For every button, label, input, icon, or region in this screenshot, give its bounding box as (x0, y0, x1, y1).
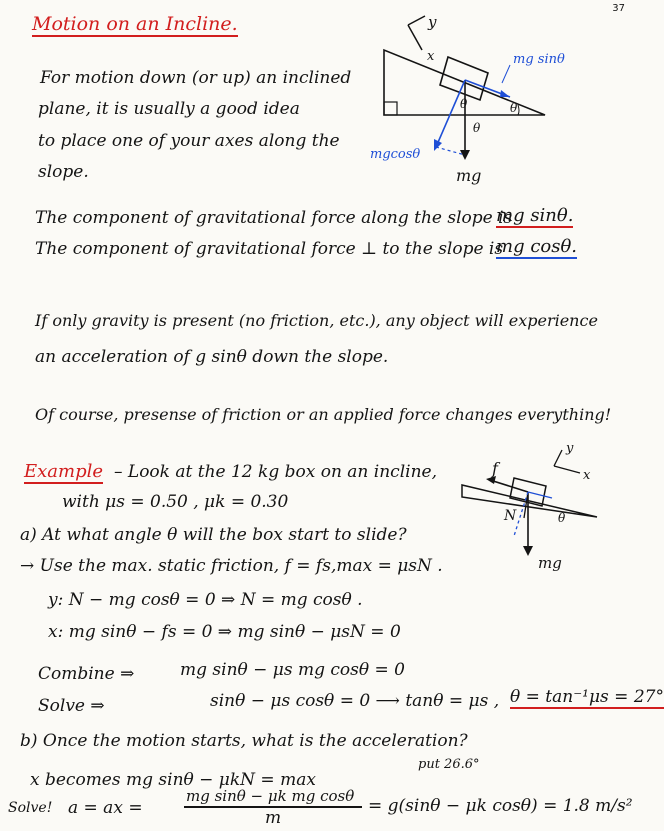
diagram2-N-label: N (504, 508, 517, 524)
gravity-line-1: If only gravity is present (no friction, etc.), any object will experience (35, 311, 598, 330)
diagram1-theta-base: θ (510, 101, 518, 115)
put-note: put 26.6° (418, 757, 480, 772)
diagram2-mg-label: mg (538, 554, 562, 572)
diagram2-theta: θ (558, 511, 566, 525)
solve-label: Solve ⇒ (38, 696, 105, 716)
combine-label: Combine ⇒ (38, 664, 135, 684)
page-number: 37 (612, 3, 625, 14)
solve2-label: Solve! (8, 800, 53, 816)
example-label: Example (24, 461, 104, 482)
diagram1-mgcos-label: mgcosθ (370, 147, 421, 162)
equation-y: y: N − mg cosθ = 0 ⇒ N = mg cosθ . (48, 590, 363, 610)
solve2-lhs: a = ax = (68, 798, 143, 818)
solve2-denominator: m (265, 808, 282, 828)
component-along-text: The component of gravitational force along the slope is (35, 208, 513, 228)
diagram1-theta-top: θ (460, 97, 468, 111)
diagram1-mgsin-label: mg sinθ (513, 52, 565, 67)
part-b-question: b) Once the motion starts, what is the acceleration? (20, 731, 468, 751)
gravity-line-2: an acceleration of g sinθ down the slope. (35, 347, 389, 367)
use-max-line: → Use the max. static friction, f = fs,max = μsN . (20, 556, 443, 576)
component-perp-value: mg cosθ. (496, 236, 578, 257)
intro-line-4: slope. (38, 162, 89, 182)
solve-equation: sinθ − μs cosθ = 0 ⟶ tanθ = μs , (210, 691, 500, 711)
x-becomes-line: x becomes mg sinθ − μkN = max (30, 770, 316, 790)
component-along-value: mg sinθ. (496, 205, 574, 226)
part-a-question: a) At what angle θ will the box start to slide? (20, 525, 407, 545)
combine-equation: mg sinθ − μs mg cosθ = 0 (180, 660, 405, 680)
diagram1-theta-mid: θ (473, 121, 481, 135)
equation-x: x: mg sinθ − fs = 0 ⇒ mg sinθ − μsN = 0 (48, 622, 401, 642)
incline-diagram-1 (370, 5, 620, 185)
solve-result: θ = tan⁻¹μs = 27° (510, 687, 664, 707)
intro-line-1: For motion down (or up) an inclined (40, 68, 352, 88)
example-text: – Look at the 12 kg box on an incline, (114, 462, 437, 482)
diagram1-mg-label: mg (456, 166, 482, 185)
incline-diagram-2 (462, 440, 612, 572)
of-course-line: Of course, presense of friction or an applied force changes everything! (35, 405, 612, 424)
intro-line-2: plane, it is usually a good idea (38, 99, 300, 119)
diagram1-x-label: x (427, 49, 435, 64)
solve2-rhs: = g(sinθ − μk cosθ) = 1.8 m/s² (368, 796, 633, 816)
diagram1-y-label: y (428, 13, 437, 31)
intro-line-3: to place one of your axes along the (38, 131, 340, 151)
solve2-numerator: mg sinθ − μk mg cosθ (186, 787, 355, 805)
component-perp-text: The component of gravitational force ⊥ to the slope is (35, 239, 504, 259)
page-title: Motion on an Incline. (32, 13, 238, 35)
diagram2-f-label: f (492, 459, 498, 478)
diagram2-y-label: y (566, 441, 574, 456)
example-given: with μs = 0.50 , μk = 0.30 (62, 492, 289, 512)
diagram2-x-label: x (583, 468, 591, 483)
